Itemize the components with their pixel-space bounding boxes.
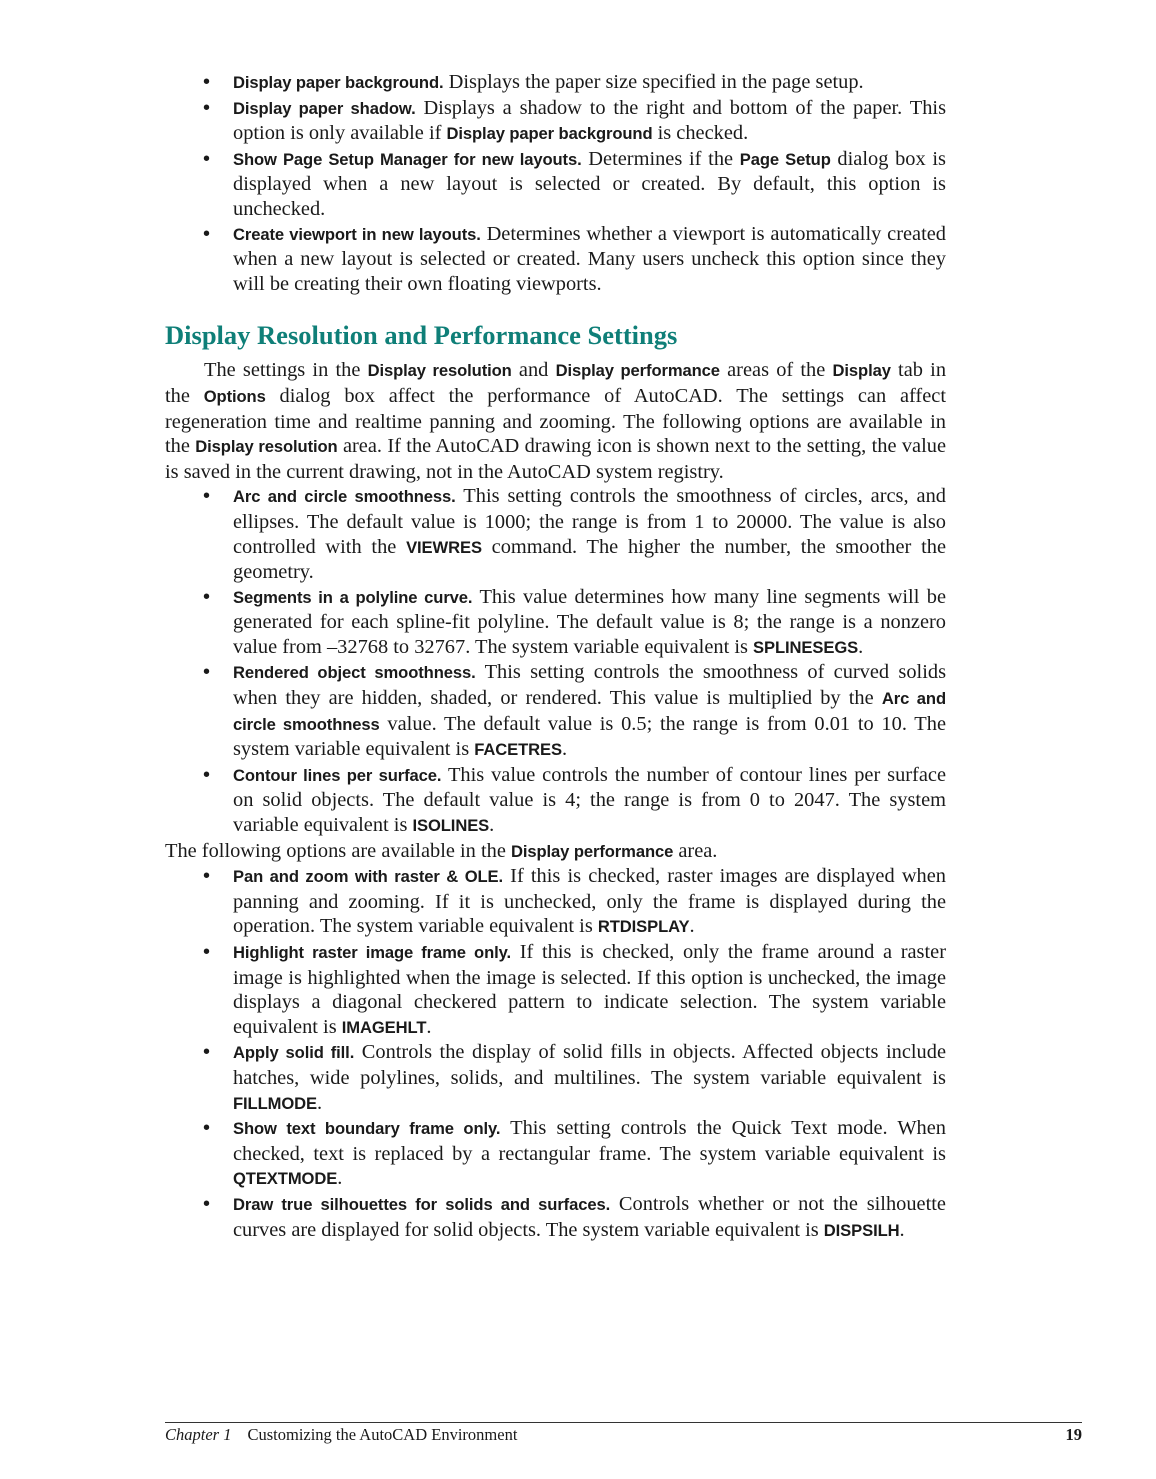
- body-text: .: [858, 635, 864, 658]
- body-text: The following options are available in the: [165, 839, 511, 862]
- item-term: Display paper background.: [233, 73, 444, 92]
- list-item: [233, 660, 946, 762]
- item-term: Create viewport in new layouts.: [233, 224, 481, 244]
- display-performance-list: [165, 864, 946, 1243]
- list-item: [233, 147, 946, 222]
- list-item: [233, 70, 946, 96]
- list-item: [233, 222, 946, 297]
- body-text: dialog box affect the performance of AutoCAD. The settings can affect regeneration time and realtime panning and zooming. The following options are available in the: [165, 384, 946, 458]
- body-text: Controls whether or not the silhouette curves are displayed for solid objects. The system variable equivalent is: [233, 1192, 946, 1241]
- bold-term: Display: [832, 361, 891, 381]
- bold-term: Page Setup: [739, 149, 831, 169]
- section-heading: Display Resolution and Performance Settings: [165, 320, 678, 351]
- bold-term: Display performance: [555, 361, 720, 381]
- list-item: [233, 484, 946, 584]
- footer-chapter: Chapter 1: [165, 1425, 232, 1444]
- body-text: Displays a shadow to the right and bottom of the paper. This option is only available if: [233, 96, 947, 145]
- footer-chapter-title: Customizing the AutoCAD Environment: [247, 1425, 518, 1444]
- list-item: [233, 1192, 946, 1243]
- bold-term: RTDISPLAY: [597, 917, 690, 937]
- item-term: Rendered object smoothness.: [233, 663, 476, 683]
- list-item: [233, 1040, 946, 1116]
- performance-intro-paragraph: [165, 839, 946, 865]
- body-text: command. The higher the number, the smoother the geometry.: [233, 535, 946, 584]
- body-text: This setting controls the smoothness of circles, arcs, and ellipses. The default value is 1000; the range is from 1 to 20000. The value is also controlled with the: [233, 485, 946, 558]
- item-term: Pan and zoom with raster & OLE.: [233, 867, 504, 887]
- body-text: area. If the AutoCAD drawing icon is shown next to the setting, the value is saved in the current drawing, not in the AutoCAD system registry.: [165, 435, 947, 483]
- bold-term: SPLINESEGS: [753, 637, 859, 657]
- bold-term: Display performance: [510, 841, 674, 861]
- body-text: dialog box is displayed when a new layout is selected or created. By default, this option is unchecked.: [233, 147, 946, 220]
- body-text: is checked.: [652, 122, 749, 145]
- section-intro-paragraph: [165, 358, 946, 484]
- body-text: This value determines how many line segments will be generated for each spline-fit polyline. The default value is 8; the range is a nonzero value from –32768 to 32767. The system variable equivalent is: [233, 585, 946, 658]
- body-text: .: [317, 1091, 323, 1114]
- list-item: [233, 763, 946, 839]
- footer-running-title: [165, 1425, 517, 1445]
- bold-term: QTEXTMODE: [233, 1169, 338, 1189]
- body-text: .: [561, 738, 568, 761]
- list-item: [233, 940, 946, 1040]
- body-text: areas of the: [719, 359, 833, 382]
- item-term: Contour lines per surface.: [233, 765, 442, 785]
- list-item: [233, 585, 946, 661]
- body-text: Displays the paper size specified in the page setup.: [443, 71, 864, 93]
- body-text: tab in the: [165, 359, 947, 407]
- display-resolution-list: [165, 484, 946, 838]
- item-term: Arc and circle smoothness.: [233, 487, 456, 507]
- body-text: This setting controls the smoothness of curved solids when they are hidden, shaded, or rendered. This value is multiplied by the: [233, 661, 946, 710]
- body-text: This setting controls the Quick Text mode. When checked, text is replaced by a rectangular frame. The system variable equivalent is: [233, 1117, 947, 1165]
- bold-term: Display paper background: [446, 124, 653, 144]
- body-text: .: [426, 1015, 432, 1038]
- bold-term: Display resolution: [367, 361, 512, 381]
- body-text: .: [689, 915, 695, 938]
- page-number: 19: [1065, 1425, 1082, 1444]
- list-item: [233, 1116, 946, 1192]
- document-page: [165, 70, 946, 1243]
- item-term: Segments in a polyline curve.: [233, 587, 473, 607]
- paper-options-list: [165, 70, 946, 296]
- item-term: Display paper shadow.: [233, 98, 416, 118]
- body-text: and: [511, 359, 556, 382]
- body-text: .: [489, 814, 495, 837]
- bold-term: IMAGEHLT: [341, 1017, 427, 1037]
- item-term: Draw true silhouettes for solids and surfaces.: [233, 1194, 611, 1214]
- item-term: Highlight raster image frame only.: [233, 943, 512, 962]
- item-term: Show Page Setup Manager for new layouts.: [233, 149, 582, 169]
- body-text: area.: [673, 839, 718, 862]
- body-text: .: [337, 1167, 343, 1190]
- bold-term: FACETRES: [474, 740, 562, 760]
- bold-term: DISPSILH: [823, 1220, 900, 1240]
- body-text: Determines whether a viewport is automatically created when a new layout is selected or created. Many users uncheck this option since they will be creating their own floating viewports.: [233, 222, 946, 295]
- body-text: .: [899, 1218, 905, 1241]
- list-item: [233, 96, 946, 147]
- bold-term: Display resolution: [195, 437, 338, 457]
- item-term: Apply solid fill.: [233, 1043, 355, 1063]
- bold-term: VIEWRES: [406, 537, 482, 557]
- body-text: Determines if the: [581, 147, 740, 170]
- bold-term: ISOLINES: [412, 816, 490, 836]
- page-footer: [165, 1422, 1082, 1445]
- body-text: Controls the display of solid fills in objects. Affected objects include hatches, wide polylines, solids, and multilines. The system variable equivalent is: [233, 1041, 946, 1089]
- body-text: value. The default value is 0.5; the range is from 0.01 to 10. The system variable equivalent is: [233, 712, 946, 761]
- bold-term: Arc and circle smoothness: [233, 689, 946, 734]
- bold-term: Options: [203, 386, 266, 406]
- body-text: This value controls the number of contour lines per surface on solid objects. The default value is 4; the range is from 0 to 2047. The system variable equivalent is: [233, 763, 946, 837]
- body-text: If this is checked, raster images are displayed when panning and zooming. If it is unchecked, only the frame is displayed during the operation. The system variable equivalent is: [233, 865, 946, 938]
- body-text: If this is checked, only the frame around a raster image is highlighted when the image is selected. If this option is unchecked, the image displays a diagonal checkered pattern to indicate selection. The system variable equivalent is: [233, 941, 946, 1038]
- item-term: Show text boundary frame only.: [233, 1119, 501, 1139]
- body-text: The settings in the: [204, 359, 368, 382]
- bold-term: FILLMODE: [233, 1093, 317, 1113]
- list-item: [233, 864, 946, 940]
